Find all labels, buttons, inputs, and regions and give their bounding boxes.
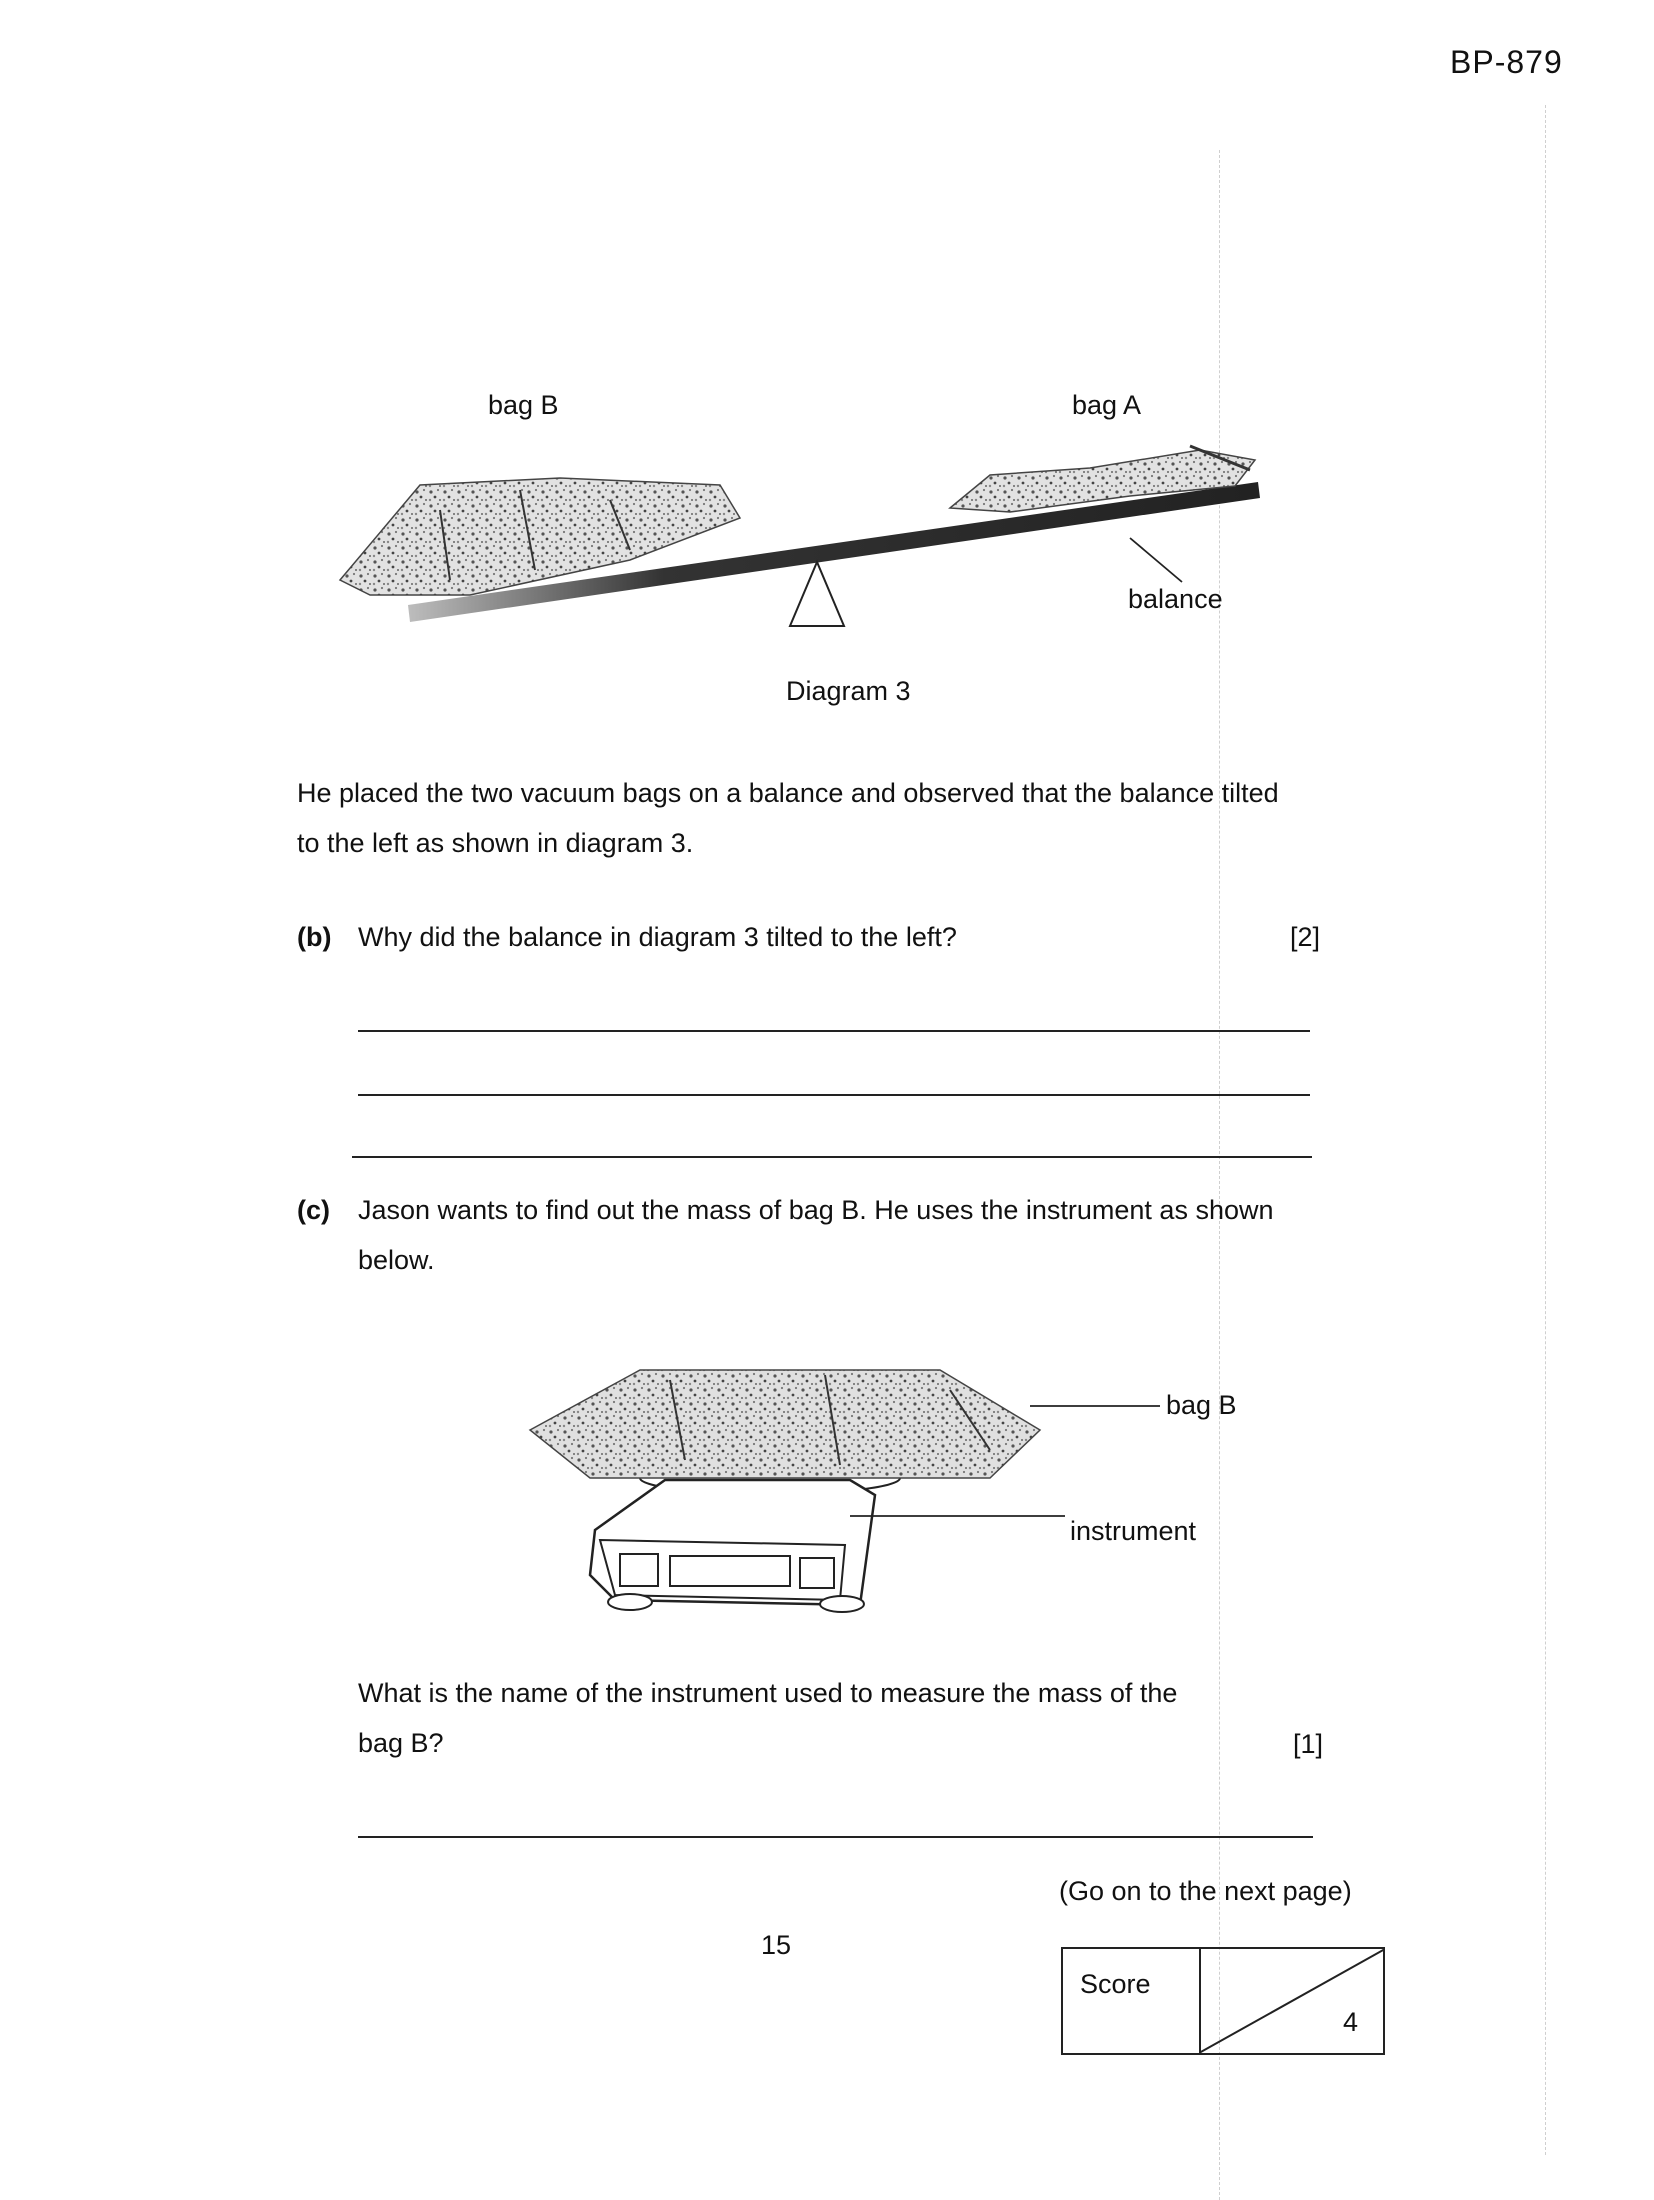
question-c-marks: [1]	[1293, 1729, 1324, 1759]
label-balance: balance	[1128, 584, 1223, 614]
label-bag-a: bag A	[1072, 390, 1142, 420]
question-b-number: (b)	[297, 922, 332, 952]
question-c-prompt-1: What is the name of the instrument used to measure the mass of the	[358, 1678, 1178, 1708]
question-b-text: Why did the balance in diagram 3 tilted to the left?	[358, 922, 957, 952]
question-c-line-1: Jason wants to find out the mass of bag B. He uses the instrument as shown	[358, 1195, 1274, 1225]
page-number: 15	[761, 1930, 792, 1960]
question-c-line-2: below.	[358, 1245, 435, 1275]
label-bag-b-scale: bag B	[1166, 1390, 1237, 1420]
question-b-marks: [2]	[1290, 922, 1321, 952]
page-edge-line	[1545, 105, 1546, 2155]
answer-line-b-2[interactable]	[358, 1094, 1310, 1096]
document-code: BP-879	[1450, 44, 1563, 80]
label-bag-b: bag B	[488, 390, 559, 420]
question-c-number: (c)	[297, 1195, 330, 1225]
answer-line-c-1[interactable]	[358, 1836, 1313, 1838]
score-box	[1061, 1947, 1385, 2055]
bag-b-on-scale-picture	[530, 1370, 1040, 1478]
diagram-caption: Diagram 3	[786, 676, 911, 706]
answer-line-b-3[interactable]	[352, 1156, 1312, 1158]
scale-diagram	[520, 1330, 1240, 1660]
go-on-next-page: (Go on to the next page)	[1059, 1876, 1352, 1906]
score-diagonal	[1199, 1949, 1385, 2053]
answer-line-b-1[interactable]	[358, 1030, 1310, 1032]
intro-line-2: to the left as shown in diagram 3.	[297, 828, 694, 858]
balance-leader-line	[1130, 538, 1182, 582]
question-c-prompt-2: bag B?	[358, 1728, 444, 1758]
intro-line-1: He placed the two vacuum bags on a balance and observed that the balance tilted	[297, 778, 1279, 808]
weighing-scale-picture	[590, 1462, 900, 1612]
score-max: 4	[1343, 2007, 1359, 2037]
score-label: Score	[1080, 1969, 1151, 1999]
label-instrument: instrument	[1070, 1516, 1197, 1546]
fulcrum-triangle	[790, 562, 844, 626]
